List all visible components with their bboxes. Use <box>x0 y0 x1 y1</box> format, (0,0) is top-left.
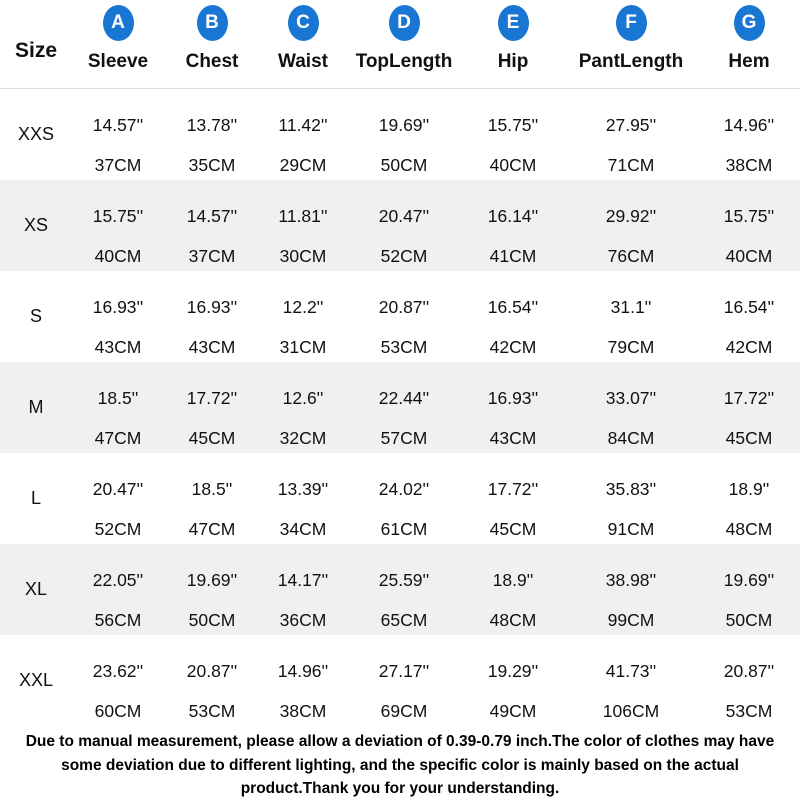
measurement-cell <box>72 362 164 453</box>
cm-value: 32CM <box>279 428 327 449</box>
inch-value: 20.87'' <box>723 661 775 682</box>
cm-value: 35CM <box>188 155 236 176</box>
measurement-cell <box>72 544 164 635</box>
inch-value: 15.75'' <box>723 206 775 227</box>
cm-value: 69CM <box>380 701 428 722</box>
cm-value: 45CM <box>725 428 773 449</box>
inch-value: 31.1'' <box>610 297 652 318</box>
cm-value: 29CM <box>279 155 327 176</box>
column-label: Waist <box>278 51 328 72</box>
cm-value: 43CM <box>489 428 537 449</box>
column-badge-icon: B <box>197 5 228 41</box>
cm-value: 40CM <box>94 246 142 267</box>
measurement-cell <box>698 544 800 635</box>
inch-value: 27.17'' <box>378 661 430 682</box>
inch-value: 22.44'' <box>378 388 430 409</box>
measurement-cell <box>72 635 164 726</box>
inch-value: 14.57'' <box>92 115 144 136</box>
measurement-cell <box>260 544 346 635</box>
inch-value: 25.59'' <box>378 570 430 591</box>
column-header-sleeve <box>72 0 164 88</box>
cm-value: 40CM <box>489 155 537 176</box>
inch-value: 35.83'' <box>605 479 657 500</box>
measurement-cell <box>260 180 346 271</box>
measurement-cell <box>698 635 800 726</box>
measurement-cell <box>346 362 462 453</box>
cm-value: 53CM <box>188 701 236 722</box>
inch-value: 20.87'' <box>378 297 430 318</box>
column-label: Chest <box>185 51 239 72</box>
column-label: Hem <box>728 51 770 72</box>
measurement-cell <box>698 453 800 544</box>
cm-value: 38CM <box>725 155 773 176</box>
cm-value: 37CM <box>94 155 142 176</box>
size-label: XXS <box>17 124 55 145</box>
inch-value: 38.98'' <box>605 570 657 591</box>
measurement-cell <box>462 453 564 544</box>
cm-value: 106CM <box>602 701 660 722</box>
measurement-cell <box>164 635 260 726</box>
inch-value: 11.42'' <box>278 115 328 136</box>
cm-value: 41CM <box>489 246 537 267</box>
cm-value: 53CM <box>380 337 428 358</box>
inch-value: 14.96'' <box>277 661 329 682</box>
inch-value: 14.57'' <box>186 206 238 227</box>
column-badge-icon: G <box>734 5 765 41</box>
cm-value: 79CM <box>607 337 655 358</box>
cm-value: 30CM <box>279 246 327 267</box>
column-badge-icon: E <box>498 5 529 41</box>
column-label: Hip <box>497 51 529 72</box>
inch-value: 16.93'' <box>186 297 238 318</box>
measurement-cell <box>564 89 698 180</box>
inch-value: 18.5'' <box>97 388 139 409</box>
cm-value: 42CM <box>725 337 773 358</box>
inch-value: 24.02'' <box>378 479 430 500</box>
measurement-cell <box>72 180 164 271</box>
inch-value: 33.07'' <box>605 388 657 409</box>
size-label: XS <box>23 215 48 236</box>
cm-value: 99CM <box>607 610 655 631</box>
cm-value: 50CM <box>380 155 428 176</box>
column-label: Sleeve <box>87 51 149 72</box>
size-label: XL <box>24 579 48 600</box>
measurement-cell <box>164 89 260 180</box>
inch-value: 13.39'' <box>277 479 329 500</box>
column-header-chest <box>164 0 260 88</box>
size-label: S <box>29 306 42 327</box>
cm-value: 36CM <box>279 610 327 631</box>
inch-value: 23.62'' <box>92 661 144 682</box>
measurement-cell <box>164 271 260 362</box>
inch-value: 18.9'' <box>492 570 534 591</box>
inch-value: 16.54'' <box>487 297 539 318</box>
column-badge-icon: C <box>288 5 319 41</box>
measurement-cell <box>164 453 260 544</box>
cm-value: 50CM <box>725 610 773 631</box>
footer-note: Due to manual measurement, please allow a deviation of 0.39-0.79 inch.The color of clothes may have some deviation due to different lighting, and the specific color is mainly based on the actual product.Thank you for your understanding. <box>25 733 775 797</box>
inch-value: 29.92'' <box>605 206 657 227</box>
measurement-cell <box>564 362 698 453</box>
measurement-cell <box>260 635 346 726</box>
cm-value: 38CM <box>279 701 327 722</box>
cm-value: 47CM <box>94 428 142 449</box>
measurement-cell <box>260 89 346 180</box>
cm-value: 65CM <box>380 610 428 631</box>
measurement-cell <box>72 89 164 180</box>
measurement-cell <box>698 180 800 271</box>
inch-value: 16.93'' <box>92 297 144 318</box>
inch-value: 20.47'' <box>378 206 430 227</box>
inch-value: 12.6'' <box>282 388 324 409</box>
inch-value: 17.72'' <box>723 388 775 409</box>
inch-value: 20.47'' <box>92 479 144 500</box>
cm-value: 45CM <box>188 428 236 449</box>
cm-value: 57CM <box>380 428 428 449</box>
measurement-cell <box>164 180 260 271</box>
cm-value: 42CM <box>489 337 537 358</box>
inch-value: 17.72'' <box>186 388 238 409</box>
inch-value: 41.73'' <box>605 661 657 682</box>
cm-value: 45CM <box>489 519 537 540</box>
column-badge-icon: F <box>616 5 647 41</box>
measurement-cell <box>462 271 564 362</box>
measurement-cell <box>346 89 462 180</box>
measurement-cell <box>462 180 564 271</box>
cm-value: 60CM <box>94 701 142 722</box>
size-label: M <box>28 397 44 418</box>
measurement-cell <box>346 453 462 544</box>
inch-value: 11.81'' <box>278 206 328 227</box>
column-header-toplength <box>346 0 462 88</box>
measurement-cell <box>462 362 564 453</box>
column-label: PantLength <box>578 51 684 72</box>
cm-value: 34CM <box>279 519 327 540</box>
measurement-cell <box>462 544 564 635</box>
cm-value: 52CM <box>94 519 142 540</box>
inch-value: 16.54'' <box>723 297 775 318</box>
inch-value: 27.95'' <box>605 115 657 136</box>
cm-value: 91CM <box>607 519 655 540</box>
inch-value: 14.96'' <box>723 115 775 136</box>
cm-value: 47CM <box>188 519 236 540</box>
inch-value: 12.2'' <box>282 297 324 318</box>
measurement-cell <box>564 271 698 362</box>
inch-value: 14.17'' <box>277 570 329 591</box>
cm-value: 50CM <box>188 610 236 631</box>
cm-value: 43CM <box>94 337 142 358</box>
cm-value: 56CM <box>94 610 142 631</box>
measurement-cell <box>346 271 462 362</box>
measurement-cell <box>346 544 462 635</box>
column-label: TopLength <box>355 51 453 72</box>
inch-value: 15.75'' <box>92 206 144 227</box>
inch-value: 19.29'' <box>487 661 539 682</box>
size-table-body <box>0 89 800 726</box>
measurement-cell <box>462 635 564 726</box>
table-row-xl <box>0 544 800 635</box>
measurement-cell <box>698 89 800 180</box>
measurement-cell <box>462 89 564 180</box>
column-header-waist <box>260 0 346 88</box>
column-header-hip <box>462 0 564 88</box>
inch-value: 17.72'' <box>487 479 539 500</box>
cm-value: 53CM <box>725 701 773 722</box>
cm-value: 31CM <box>279 337 327 358</box>
inch-value: 19.69'' <box>186 570 238 591</box>
table-row-xxs <box>0 89 800 180</box>
measurement-cell <box>346 635 462 726</box>
inch-value: 16.93'' <box>487 388 539 409</box>
inch-value: 18.9'' <box>728 479 770 500</box>
inch-value: 16.14'' <box>487 206 539 227</box>
size-column-header: Size <box>14 39 58 63</box>
measurement-cell <box>346 180 462 271</box>
inch-value: 13.78'' <box>186 115 238 136</box>
cm-value: 48CM <box>725 519 773 540</box>
measurement-cell <box>698 362 800 453</box>
table-row-l <box>0 453 800 544</box>
cm-value: 40CM <box>725 246 773 267</box>
measurement-cell <box>164 362 260 453</box>
inch-value: 22.05'' <box>92 570 144 591</box>
measurement-cell <box>260 271 346 362</box>
cm-value: 71CM <box>607 155 655 176</box>
inch-value: 15.75'' <box>487 115 539 136</box>
table-row-xxl <box>0 635 800 726</box>
cm-value: 37CM <box>188 246 236 267</box>
column-header-hem <box>698 0 800 88</box>
measurement-cell <box>72 453 164 544</box>
size-label: XXL <box>18 670 54 691</box>
measurement-cell <box>564 635 698 726</box>
cm-value: 76CM <box>607 246 655 267</box>
cm-value: 52CM <box>380 246 428 267</box>
measurement-cell <box>698 271 800 362</box>
cm-value: 61CM <box>380 519 428 540</box>
measurement-cell <box>260 453 346 544</box>
measurement-cell <box>564 544 698 635</box>
inch-value: 18.5'' <box>191 479 233 500</box>
column-badge-icon: A <box>103 5 134 41</box>
table-row-s <box>0 271 800 362</box>
column-badge-icon: D <box>389 5 420 41</box>
cm-value: 48CM <box>489 610 537 631</box>
column-header-pantlength <box>564 0 698 88</box>
measurement-cell <box>164 544 260 635</box>
table-row-m <box>0 362 800 453</box>
cm-value: 84CM <box>607 428 655 449</box>
measurement-cell <box>564 180 698 271</box>
measurement-cell <box>72 271 164 362</box>
inch-value: 19.69'' <box>723 570 775 591</box>
header-row <box>0 0 800 89</box>
cm-value: 43CM <box>188 337 236 358</box>
inch-value: 20.87'' <box>186 661 238 682</box>
cm-value: 49CM <box>489 701 537 722</box>
inch-value: 19.69'' <box>378 115 430 136</box>
size-label: L <box>30 488 41 509</box>
measurement-cell <box>260 362 346 453</box>
measurement-cell <box>564 453 698 544</box>
table-row-xs <box>0 180 800 271</box>
